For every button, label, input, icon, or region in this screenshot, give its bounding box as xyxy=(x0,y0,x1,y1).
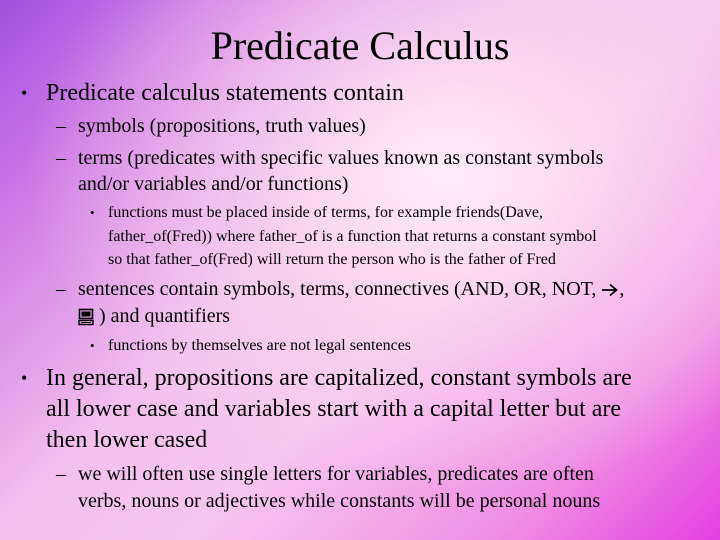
sub-bullet-text-line1-main: sentences contain symbols, terms, connectives (AND, OR, NOT, xyxy=(78,278,602,300)
bullet-marker: • xyxy=(21,368,28,388)
sub-bullet-text-line1-end: , xyxy=(619,278,625,300)
bullet-text-line2: all lower case and variables start with a capital letter but are xyxy=(46,396,622,422)
sub-sub-bullet-text-line1: functions must be placed inside of terms, for example friends(Dave, xyxy=(108,204,543,221)
sub-bullet-text-line1: terms (predicates with specific values known as constant symbols xyxy=(78,147,604,169)
slide-title: Predicate Calculus xyxy=(210,23,510,68)
bullet-marker: • xyxy=(90,205,95,220)
dash-marker: – xyxy=(56,463,66,485)
dash-marker: – xyxy=(56,115,66,137)
bullet-text: Predicate calculus statements contain xyxy=(46,80,404,106)
sub-bullet-text-line1 xyxy=(78,276,624,302)
bullet-marker: • xyxy=(21,83,28,103)
sub-bullet-text-line1: we will often use single letters for variables, predicates are often xyxy=(78,463,594,485)
bullet-text-line1: In general, propositions are capitalized, constant symbols are xyxy=(46,365,632,391)
sub-bullet-text-line2 xyxy=(78,303,230,329)
bullet-marker: • xyxy=(90,338,95,353)
sub-bullet-text-line2: and/or variables and/or functions) xyxy=(78,173,349,195)
sub-sub-bullet-text: functions by themselves are not legal sentences xyxy=(108,337,412,354)
sub-bullet-text-line2: verbs, nouns or adjectives while constants will be personal nouns xyxy=(78,490,601,512)
sub-bullet-text-line2-main: ) and quantifiers xyxy=(94,305,231,327)
dash-marker: – xyxy=(56,147,66,169)
computer-glyph-icon xyxy=(78,308,94,326)
arrow-right-icon xyxy=(601,283,619,297)
sub-sub-bullet-text-line2: father_of(Fred)) where father_of is a function that returns a constant symbol xyxy=(108,228,597,245)
sub-sub-bullet-text-line3: so that father_of(Fred) will return the person who is the father of Fred xyxy=(108,251,556,268)
sub-bullet-text: symbols (propositions, truth values) xyxy=(78,115,366,137)
bullet-text-line3: then lower cased xyxy=(46,427,208,453)
dash-marker: – xyxy=(56,278,66,300)
